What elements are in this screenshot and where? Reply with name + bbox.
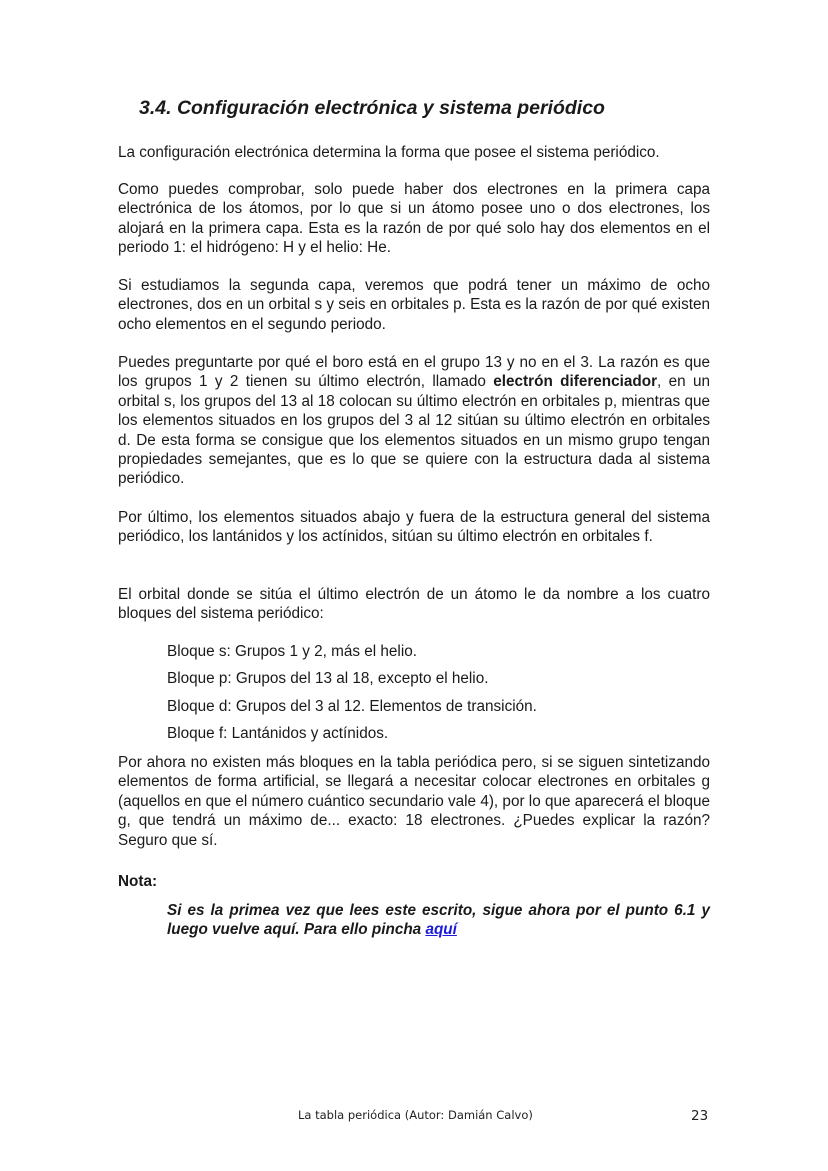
list-item-block-d: Bloque d: Grupos del 3 al 12. Elementos de transición. — [167, 698, 537, 715]
paragraph-lanthanides: Por último, los elementos situados abajo y fuera de la estructura general del sistema periódico, los lantánidos y los actínidos, sitúan su último electrón en orbitales f. — [118, 509, 710, 546]
page-number: 23 — [691, 1108, 709, 1124]
paragraph-first-shell: Como puedes comprobar, solo puede haber dos electrones en la primera capa electrónica de los átomos, por lo que si un átomo posee uno o dos electrones, los alojará en la primera capa. Esta es la razón de por qué solo hay dos elementos en el periodo 1: el hidrógeno: H y el helio: He. — [118, 181, 710, 257]
footer-text: La tabla periódica (Autor: Damián Calvo) — [298, 1108, 533, 1122]
bold-term: electrón diferenciador — [493, 373, 658, 391]
list-item-block-f: Bloque f: Lantánidos y actínidos. — [167, 725, 389, 742]
note-link[interactable]: aquí — [425, 921, 457, 939]
list-item-block-p: Bloque p: Grupos del 13 al 18, excepto el helio. — [167, 670, 489, 687]
paragraph-text: Puedes preguntarte por qué el boro está en el grupo 13 y no en el 3. La razón es que los grupos 1 y 2 tienen su último electrón, llamado — [118, 354, 710, 391]
note-label: Nota: — [118, 873, 158, 890]
paragraph-differentiating-electron — [118, 353, 710, 489]
note-body: Si es la primea vez que lees este escrito, sigue ahora por el punto 6.1 y luego vuelve aquí. Para ello pincha — [167, 902, 710, 939]
section-heading: 3.4. Configuración electrónica y sistema periódico — [139, 97, 605, 119]
note-text — [167, 901, 710, 940]
paragraph-blocks-intro: El orbital donde se sitúa el último electrón de un átomo le da nombre a los cuatro bloques del sistema periódico: — [118, 586, 710, 623]
paragraph-text: , en un orbital s, los grupos del 13 al 18 colocan su último electrón en orbitales p, mientras que los elementos situados en los grupos del 3 al 12 sitúan su último electrón en orbitales d. De esta forma se consigue que los elementos situados en un mismo grupo tengan propiedades semejantes, que es lo que se quiere con la estructura dada al sistema periódico. — [118, 373, 711, 488]
paragraph-block-g: Por ahora no existen más bloques en la tabla periódica pero, si se siguen sintetizando elementos de forma artificial, se llegará a necesitar colocar electrones en orbitales g (aquellos en que el número cuántico secundario vale 4), por lo que aparecerá el bloque g, que tendrá un máximo de... exacto: 18 electrones. ¿Puedes explicar la razón? Seguro que sí. — [118, 754, 710, 849]
paragraph-intro: La configuración electrónica determina la forma que posee el sistema periódico. — [118, 144, 660, 161]
paragraph-second-shell: Si estudiamos la segunda capa, veremos que podrá tener un máximo de ocho electrones, dos en un orbital s y seis en orbitales p. Esta es la razón de por qué existen ocho elementos en el segundo periodo. — [118, 277, 710, 333]
list-item-block-s: Bloque s: Grupos 1 y 2, más el helio. — [167, 643, 417, 660]
